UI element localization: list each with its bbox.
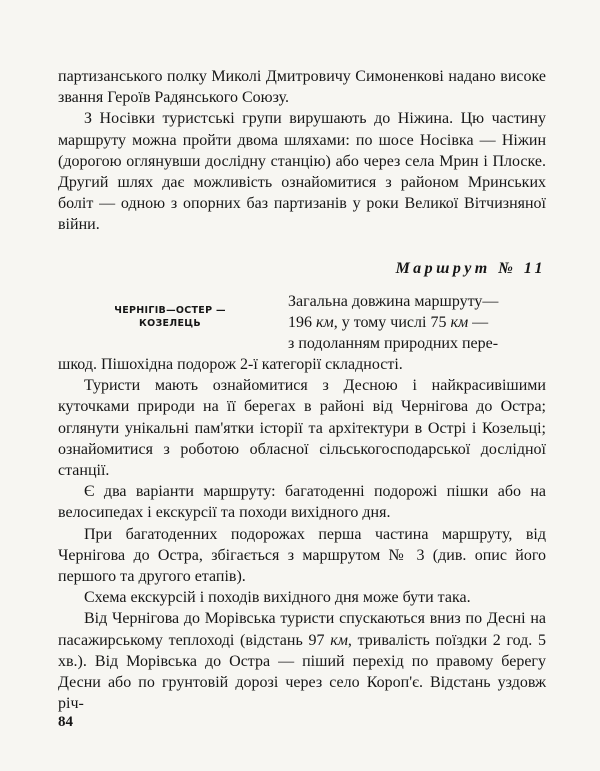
intro-line-1: Загальна довжина маршруту—: [288, 293, 499, 310]
route-side-label: [94, 304, 246, 330]
route-intro-continuation: шкод. Пішохідна подорож 2-ї категорії складності.: [58, 356, 403, 373]
intro-text-c: —: [468, 314, 489, 332]
last-text-2: , тривалість поїздки 2 год. 5 хв.). Від Морівська до Остра — піший перехід по правому берегу Десни або по грунтовій дорозі через село Короп'є. Відстань уздовж річ-: [58, 631, 546, 713]
top-text-block: [58, 66, 546, 236]
intro-line-2: [288, 312, 546, 333]
km-unit: км: [316, 314, 334, 332]
route-intro: [288, 291, 546, 355]
paragraph-multiday: При багатоденних подорожах перша частина маршруту, від Чернігова до Остра, збігається з маршрутом № 3 (див. опис його першого та другого етапів).: [58, 525, 546, 586]
intro-text-a: 196: [288, 314, 316, 332]
page-number: 84: [58, 714, 73, 730]
intro-text-b: , у тому числі 75: [333, 314, 451, 332]
bottom-text-block: [58, 354, 546, 714]
side-label-line-1: ЧЕРНІГІВ—ОСТЕР —: [114, 305, 226, 316]
paragraph-tourists: Туристи мають ознайомитися з Десною і найкрасивішими куточками природи на її берегах в районі від Чернігова до Остра; оглянути унікальні пам'ятки історії та архітектури в Острі і Козельці; ознайомитися з роботою обласної сільськогосподарської дослідної станції.: [58, 377, 546, 480]
last-text-1: Від Чернігова до Морівська туристи спускаються вниз по Десні на пасажирському теплоході (відстань 97: [58, 610, 546, 649]
km-unit: км: [450, 314, 469, 332]
paragraph-nosivka: З Носівки туристські групи вирушають до Ніжина. Цю частину маршруту можна пройти двома шляхами: по шосе Носівка — Ніжин (дорогою оглянувши дослідну станцію) або через села Мрин і Плоске. Другий шлях дає можливість ознайомитися з районом Мринських боліт — одною з опорних баз партизанів у роки Великої Вітчизняної війни.: [58, 110, 546, 234]
intro-line-3: з подоланням природних пере-: [288, 335, 499, 353]
route-heading: Маршрут № 11: [395, 260, 546, 277]
paragraph-continuation: партизанського полку Миколі Дмитровичу Симоненкові надано високе звання Героїв Радянського Союзу.: [58, 68, 546, 107]
paragraph-scheme: Схема екскурсій і походів вихідного дня може бути така.: [84, 589, 471, 607]
paragraph-chernihiv-morivsk: [58, 608, 546, 714]
side-label-line-2: КОЗЕЛЕЦЬ: [139, 318, 201, 329]
paragraph-variants: Є два варіанти маршруту: багатоденні подорожі пішки або на велосипедах і екскурсії та походи вихідного дня.: [58, 483, 546, 522]
km-unit: км: [330, 631, 348, 649]
